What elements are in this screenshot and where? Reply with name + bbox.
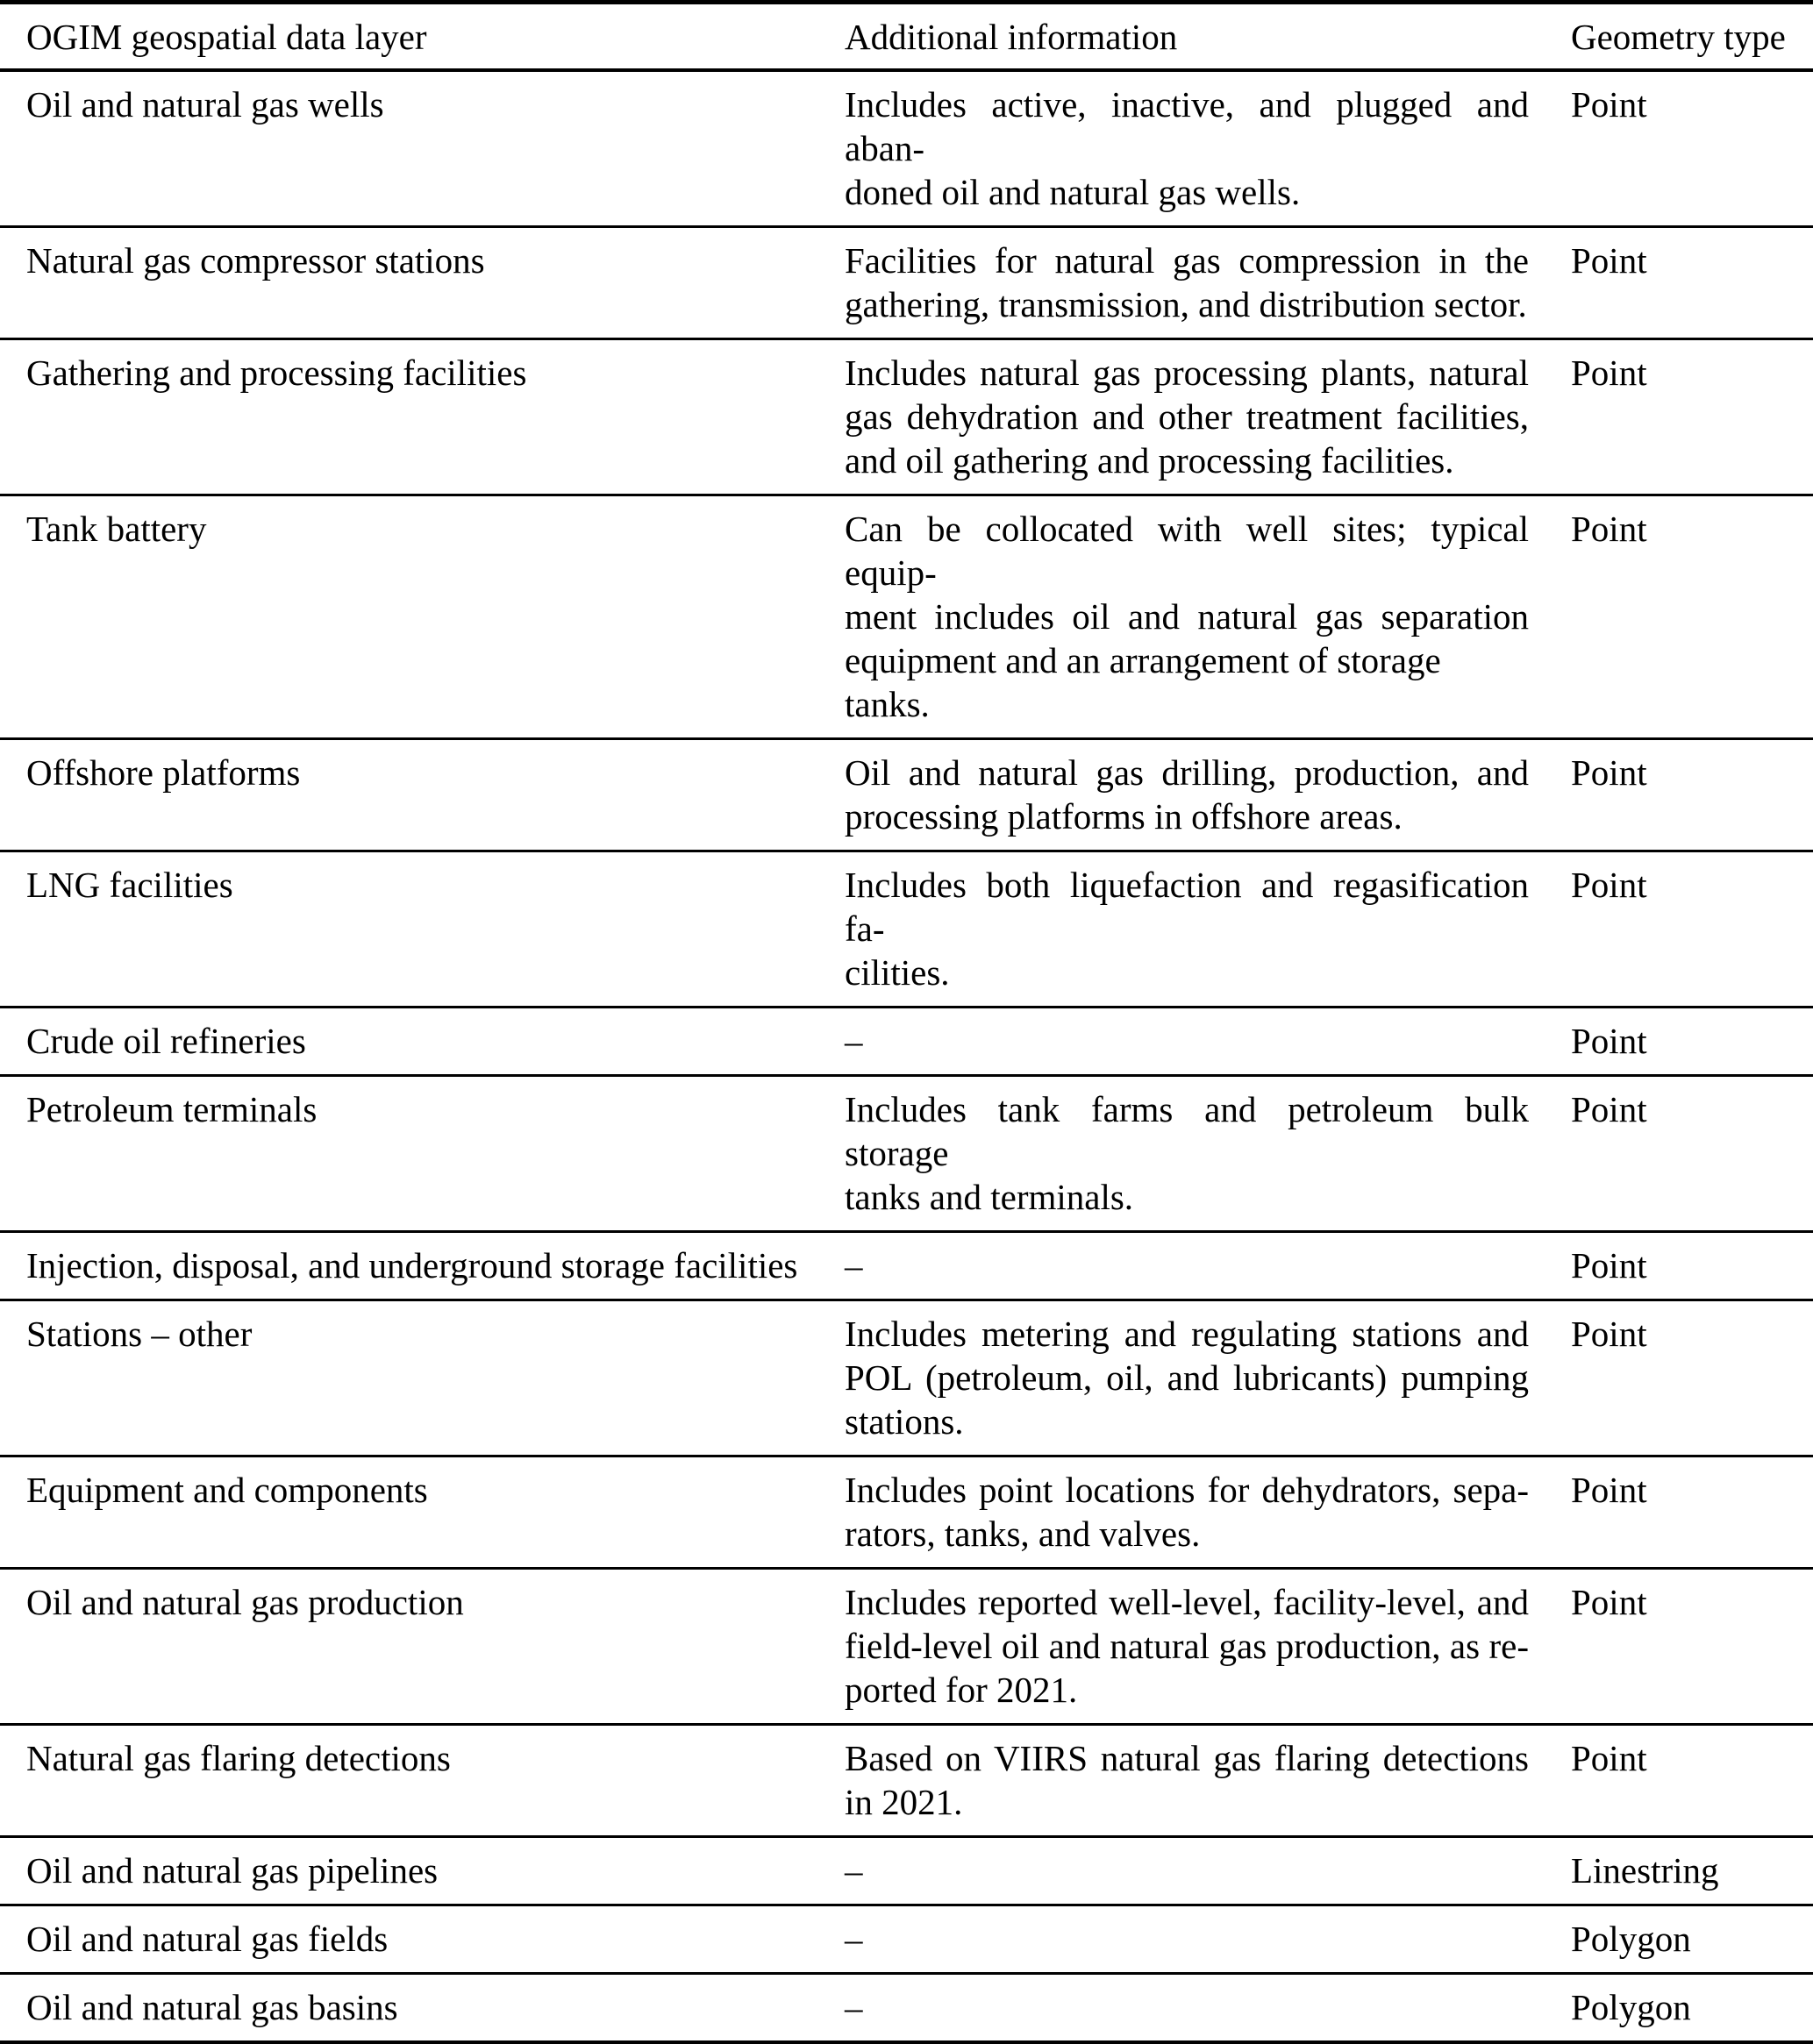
- geometry-cell: Point: [1571, 84, 1647, 125]
- table-row: [0, 1837, 1813, 1905]
- table-body: [0, 70, 1813, 2042]
- layer-cell: Natural gas flaring detections: [26, 1738, 451, 1778]
- table-row: [0, 1232, 1813, 1300]
- table-row: [0, 739, 1813, 851]
- column-header-layer: OGIM geospatial data layer: [26, 17, 427, 57]
- table-row: [0, 495, 1813, 739]
- layer-cell: Crude oil refineries: [26, 1021, 306, 1061]
- table-row: [0, 1076, 1813, 1232]
- layer-cell: Petroleum terminals: [26, 1089, 318, 1129]
- geometry-cell: Point: [1571, 1738, 1647, 1778]
- geometry-cell: Polygon: [1571, 1987, 1691, 2027]
- info-cell: –: [845, 1850, 863, 1891]
- layer-cell: Injection, disposal, and underground storage facilities: [26, 1245, 798, 1286]
- info-cell: Includes both liquefaction and regasification fa- cilities.: [845, 865, 1529, 993]
- layer-cell: Tank battery: [26, 509, 207, 549]
- geometry-cell: Point: [1571, 1470, 1647, 1510]
- geometry-cell: Point: [1571, 240, 1647, 281]
- layer-cell: Oil and natural gas fields: [26, 1919, 389, 1959]
- geometry-cell: Point: [1571, 1582, 1647, 1622]
- table-row: [0, 851, 1813, 1008]
- layer-cell: Oil and natural gas pipelines: [26, 1850, 439, 1891]
- info-cell: Includes point locations for dehydrators, sepa- rators, tanks, and valves.: [845, 1470, 1529, 1554]
- info-cell: –: [845, 1245, 863, 1286]
- info-cell: Facilities for natural gas compression in the gathering, transmission, and distribution sector.: [845, 240, 1529, 324]
- layer-cell: Natural gas compressor stations: [26, 240, 485, 281]
- geometry-cell: Point: [1571, 1314, 1647, 1354]
- layer-cell: Oil and natural gas production: [26, 1582, 464, 1622]
- header-row: [0, 3, 1813, 71]
- layer-cell: Oil and natural gas basins: [26, 1987, 398, 2027]
- table-row: [0, 1300, 1813, 1456]
- table-row: [0, 1725, 1813, 1837]
- table-header: [0, 3, 1813, 71]
- geometry-cell: Point: [1571, 353, 1647, 393]
- geometry-cell: Point: [1571, 1089, 1647, 1129]
- info-cell: –: [845, 1021, 863, 1061]
- geometry-cell: Point: [1571, 865, 1647, 905]
- table-row: [0, 1905, 1813, 1974]
- geometry-cell: Point: [1571, 752, 1647, 793]
- table-row: [0, 1569, 1813, 1725]
- layer-cell: Oil and natural gas wells: [26, 84, 384, 125]
- table-row: [0, 1008, 1813, 1076]
- geometry-cell: Polygon: [1571, 1919, 1691, 1959]
- info-cell: –: [845, 1919, 863, 1959]
- info-cell: Includes tank farms and petroleum bulk storage tanks and terminals.: [845, 1089, 1529, 1217]
- info-cell: Includes metering and regulating stations and POL (petroleum, oil, and lubricants) pumping stations.: [845, 1314, 1529, 1442]
- table-row: [0, 1974, 1813, 2043]
- layer-cell: Stations – other: [26, 1314, 253, 1354]
- info-cell: Includes reported well-level, facility-level, and field-level oil and natural gas production, as re- ported for 2021.: [845, 1582, 1529, 1710]
- info-cell: Oil and natural gas drilling, production, and processing platforms in offshore areas.: [845, 752, 1529, 837]
- table-row: [0, 339, 1813, 495]
- info-cell: Can be collocated with well sites; typical equip- ment includes oil and natural gas separation equipment and an arrangement of storage tanks.: [845, 509, 1529, 724]
- layer-cell: LNG facilities: [26, 865, 233, 905]
- column-header-additional-info: Additional information: [845, 17, 1178, 57]
- layer-cell: Offshore platforms: [26, 752, 301, 793]
- geometry-cell: Linestring: [1571, 1850, 1719, 1891]
- info-cell: Based on VIIRS natural gas flaring detections in 2021.: [845, 1738, 1529, 1822]
- table-row: [0, 227, 1813, 339]
- geometry-cell: Point: [1571, 1021, 1647, 1061]
- layer-cell: Gathering and processing facilities: [26, 353, 527, 393]
- column-header-geometry-type: Geometry type: [1571, 17, 1786, 57]
- table-row: [0, 70, 1813, 227]
- layer-cell: Equipment and components: [26, 1470, 428, 1510]
- geometry-cell: Point: [1571, 1245, 1647, 1286]
- geometry-cell: Point: [1571, 509, 1647, 549]
- info-cell: Includes active, inactive, and plugged and aban- doned oil and natural gas wells.: [845, 84, 1529, 212]
- info-cell: Includes natural gas processing plants, natural gas dehydration and other treatment facilities, and oil gathering and processing facilities.: [845, 353, 1529, 481]
- table-row: [0, 1456, 1813, 1569]
- info-cell: –: [845, 1987, 863, 2027]
